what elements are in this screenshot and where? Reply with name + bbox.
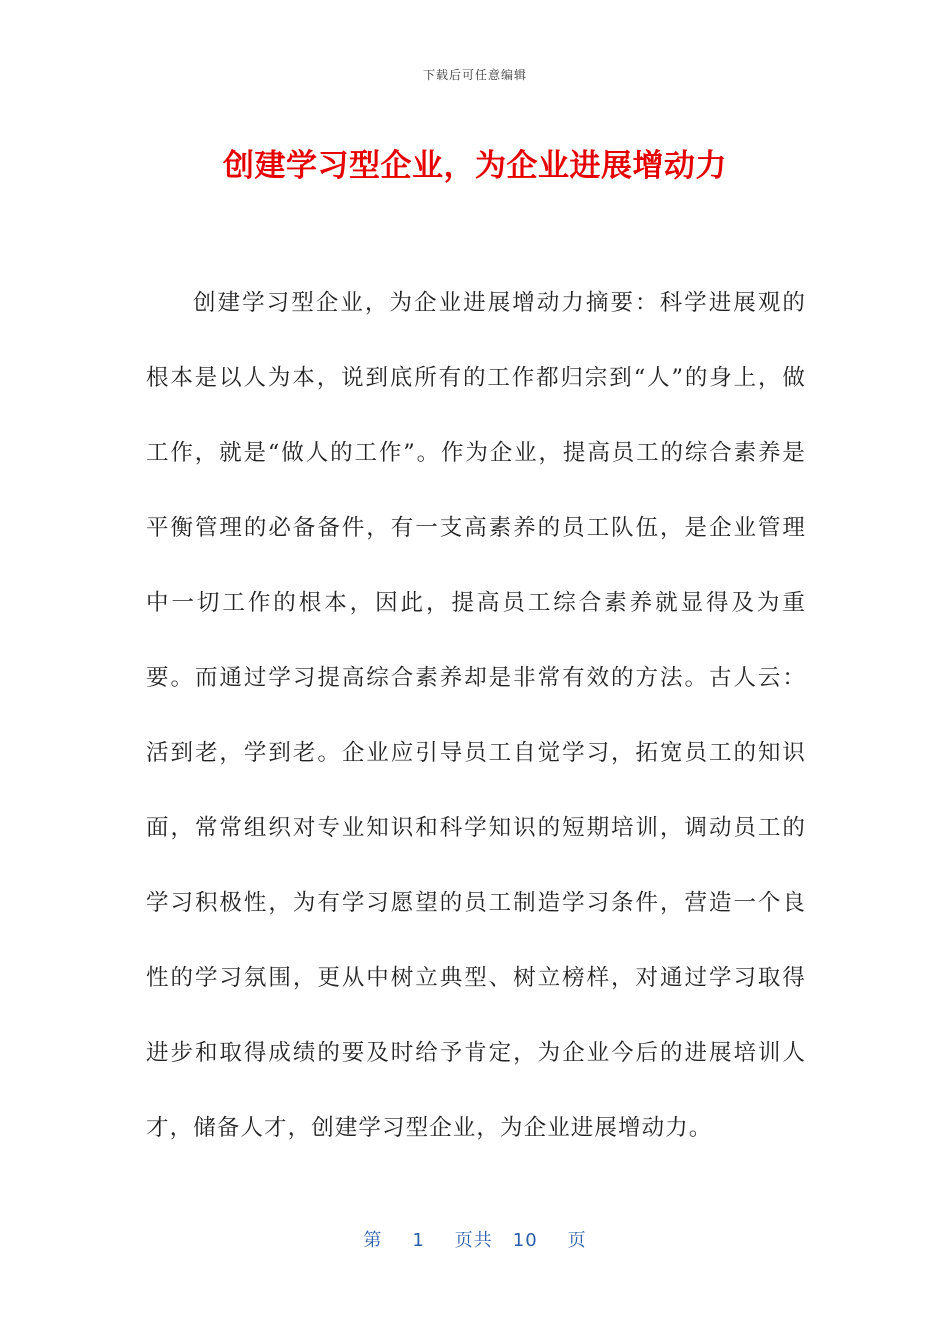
- footer-middle: 页共: [454, 1230, 493, 1251]
- page-footer: [0, 1226, 950, 1252]
- header-note: 下载后可任意编辑: [422, 68, 527, 82]
- footer-total-pages: 10: [512, 1230, 538, 1251]
- body-paragraph: 创建学习型企业，为企业进展增动力摘要：科学进展观的根本是以人为本，说到底所有的工作都归宗到“人”的身上，做工作，就是“做人的工作”。作为企业，提高员工的综合素养是平衡管理的必备备件，有一支高素养的员工队伍，是企业管理中一切工作的根本，因此，提高员工综合素养就显得及为重要。而通过学习提高综合素养却是非常有效的方法。古人云：活到老，学到老。企业应引导员工自觉学习，拓宽员工的知识面，常常组织对专业知识和科学知识的短期培训，调动员工的学习积极性，为有学习愿望的员工制造学习条件，营造一个良性的学习氛围，更从中树立典型、树立榜样，对通过学习取得进步和取得成绩的要及时给予肯定，为企业今后的进展培训人才，储备人才，创建学习型企业，为企业进展增动力。: [146, 290, 806, 1141]
- footer-suffix: 页: [567, 1230, 587, 1251]
- footer-prefix: 第: [363, 1230, 383, 1251]
- document-title: 创建学习型企业，为企业进展增动力: [223, 148, 727, 184]
- footer-page-number: 1: [412, 1230, 425, 1251]
